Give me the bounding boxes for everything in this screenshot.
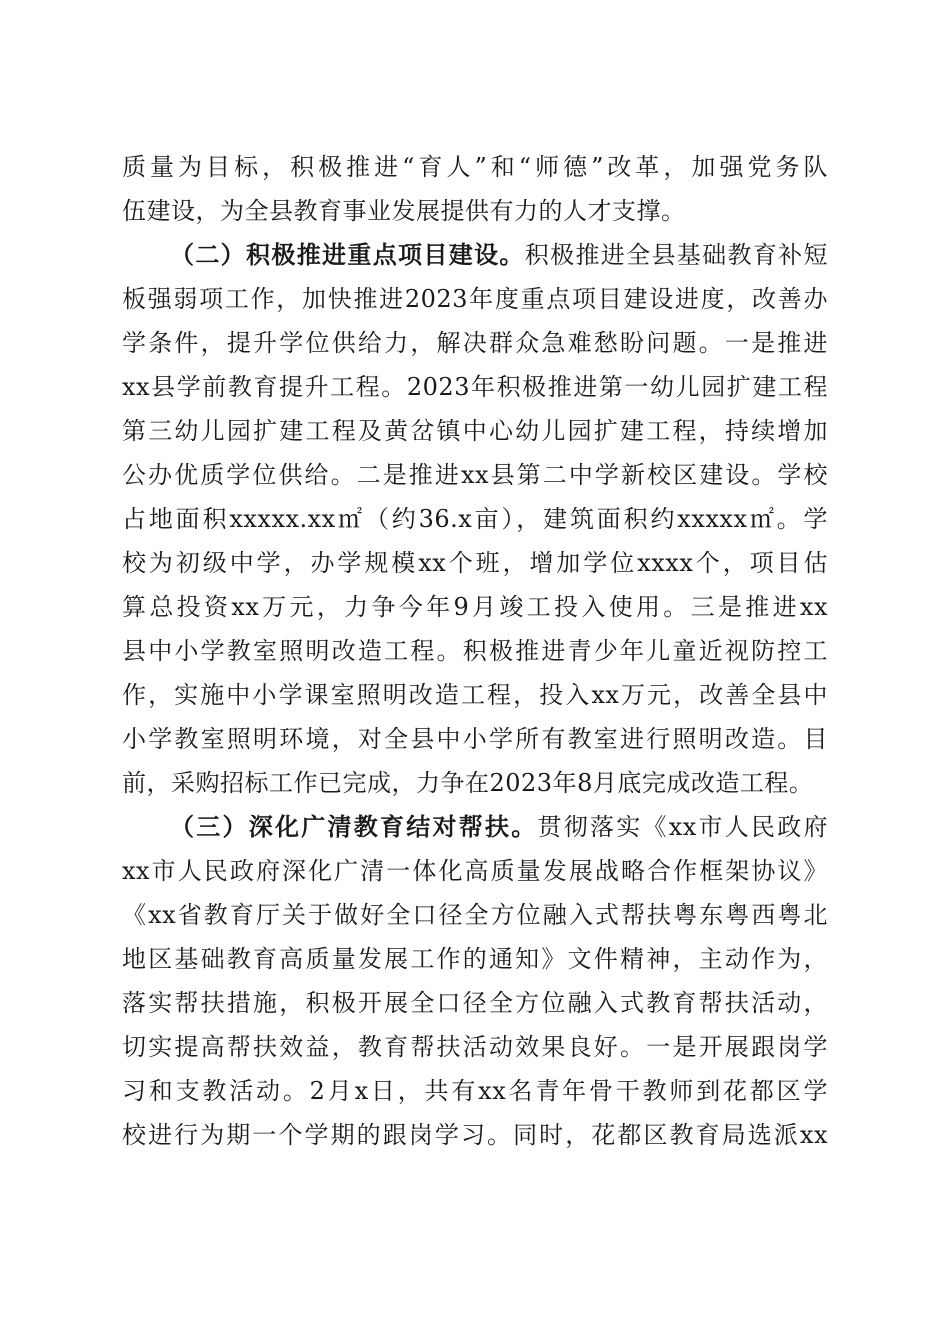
- paragraph-3-line-7: 习和支教活动。2月x日，共有xx名青年骨干教师到花都区学: [122, 1077, 828, 1105]
- paragraph-2-line-9: 算总投资xx万元，力争今年9月竣工投入使用。三是推进xx: [122, 593, 828, 621]
- paragraph-1-line-1: 质量为目标，积极推进“育人”和“师德”改革，加强党务队: [122, 153, 828, 181]
- paragraph-2-line-4: xx县学前教育提升工程。2023年积极推进第一幼儿园扩建工程: [122, 373, 828, 401]
- paragraph-3-first-line-text: 贯彻落实《xx市人民政府: [537, 813, 829, 841]
- paragraph-2-line-2: 板强弱项工作，加快推进2023年度重点项目建设进度，改善办: [122, 285, 828, 313]
- paragraph-2-line-6: 公办优质学位供给。二是推进xx县第二中学新校区建设。学校: [122, 461, 828, 489]
- paragraph-2-line-13: 前，采购招标工作已完成，力争在2023年8月底完成改造工程。: [122, 769, 814, 797]
- paragraph-2-heading: （二）积极推进重点项目建设。: [170, 240, 525, 269]
- paragraph-2-line-8: 校为初级中学，办学规模xx个班，增加学位xxxx个，项目估: [122, 549, 828, 577]
- paragraph-2-line-11: 作，实施中小学课室照明改造工程，投入xx万元，改善全县中: [122, 681, 828, 709]
- paragraph-3-line-6: 切实提高帮扶效益，教育帮扶活动效果良好。一是开展跟岗学: [122, 1033, 828, 1061]
- paragraph-2-first-line-text: 积极推进全县基础教育补短: [524, 241, 829, 269]
- paragraph-2-first-line: [170, 233, 828, 277]
- paragraph-3-line-5: 落实帮扶措施，积极开展全口径全方位融入式教育帮扶活动，: [122, 989, 828, 1017]
- paragraph-3-first-line: [170, 805, 828, 849]
- paragraph-3-line-2: xx市人民政府深化广清一体化高质量发展战略合作框架协议》: [122, 857, 828, 885]
- paragraph-2-line-10: 县中小学教室照明改造工程。积极推进青少年儿童近视防控工: [122, 637, 828, 665]
- paragraph-2-line-5: 第三幼儿园扩建工程及黄岔镇中心幼儿园扩建工程，持续增加: [122, 417, 828, 445]
- paragraph-3-line-8: 校进行为期一个学期的跟岗学习。同时，花都区教育局选派xx: [122, 1121, 828, 1149]
- paragraph-2-line-3: 学条件，提升学位供给力，解决群众急难愁盼问题。一是推进: [122, 329, 828, 357]
- paragraph-3-line-3: 《xx省教育厅关于做好全口径全方位融入式帮扶粤东粤西粤北: [122, 901, 828, 929]
- paragraph-3-heading: （三）深化广清教育结对帮扶。: [170, 812, 538, 841]
- paragraph-3-line-4: 地区基础教育高质量发展工作的通知》文件精神，主动作为，: [122, 945, 828, 973]
- paragraph-2-line-12: 小学教室照明环境，对全县中小学所有教室进行照明改造。目: [122, 725, 828, 753]
- paragraph-2-line-7: 占地面积xxxxx.xx㎡（约36.x亩），建筑面积约xxxxx㎡。学: [122, 505, 828, 533]
- paragraph-1-line-2: 伍建设，为全县教育事业发展提供有力的人才支撑。: [122, 197, 686, 225]
